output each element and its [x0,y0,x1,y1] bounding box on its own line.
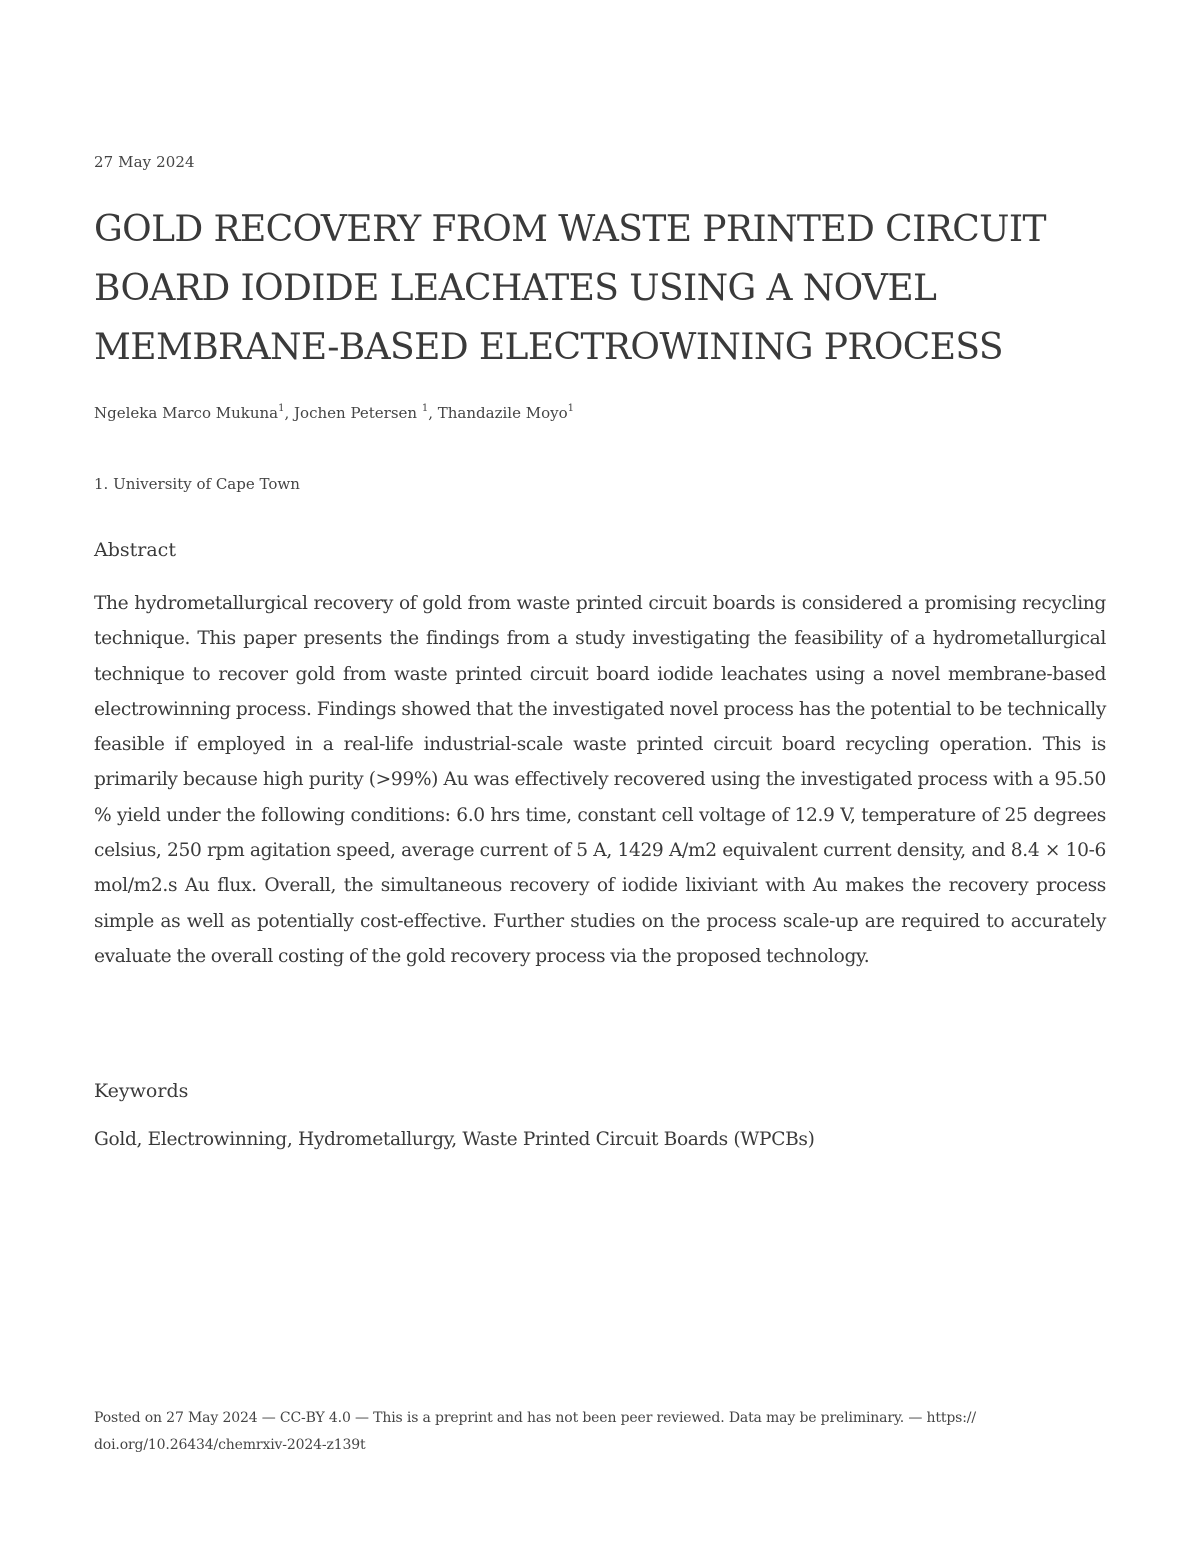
author-name: Thandazile Moyo [437,404,568,422]
paper-title: GOLD RECOVERY FROM WASTE PRINTED CIRCUIT BOARD IODIDE LEACHATES USING A NOVEL MEMBRANE-BASED ELECTROWINING PROCESS [94,209,1046,368]
affiliation: 1. University of Cape Town [94,475,300,493]
author-name: Ngeleka Marco Mukuna [94,404,279,422]
abstract-text: The hydrometallurgical recovery of gold from waste printed circuit boards is considered a promising recycling technique. This paper presents the findings from a study investigating the feasibility of a hydrometallurgical technique to recover gold from waste printed circuit board iodide leachates using a novel membrane-based electrowinning process. Findings showed that the investigated novel process has the potential to be technically feasible if employed in a real-life industrial-scale waste printed circuit board recycling operation. This is primarily because high purity (>99%) Au was effectively recovered using the investigated process with a 95.50 % yield under the following conditions: 6.0 hrs time, constant cell voltage of 12.9 V, temperature of 25 degrees celsius, 250 rpm agitation speed, average current of 5 A, 1429 A/m2 equivalent current density, and 8.4 × 10-6 mol/m2.s Au flux. Overall, the simultaneous recovery of iodide lixiviant with Au makes the recovery process simple as well as potentially cost-effective. Further studies on the process scale-up are required to accurately evaluate the overall costing of the gold recovery process via the proposed technology. [94,593,1106,967]
keywords-text: Gold, Electrowinning, Hydrometallurgy, Waste Printed Circuit Boards (WPCBs) [94,1129,815,1150]
author-list [94,404,574,422]
footer-doi-line[interactable]: doi.org/10.26434/chemrxiv-2024-z139t [94,1437,366,1453]
footer-line: Posted on 27 May 2024 — CC-BY 4.0 — This is a preprint and has not been peer reviewed. Data may be preliminary. — https:// [94,1410,976,1426]
posted-date: 27 May 2024 [94,153,195,171]
author-separator: , [428,404,438,422]
author-name: Jochen Petersen [294,404,422,422]
affiliation-mark: 1 [567,403,574,414]
author-separator: , [284,404,295,422]
abstract-heading: Abstract [94,539,176,561]
affiliation-mark: 1 [278,403,285,414]
preprint-footer [94,1405,1054,1459]
keywords-heading: Keywords [94,1080,189,1102]
affiliation-mark: 1 [421,403,429,414]
